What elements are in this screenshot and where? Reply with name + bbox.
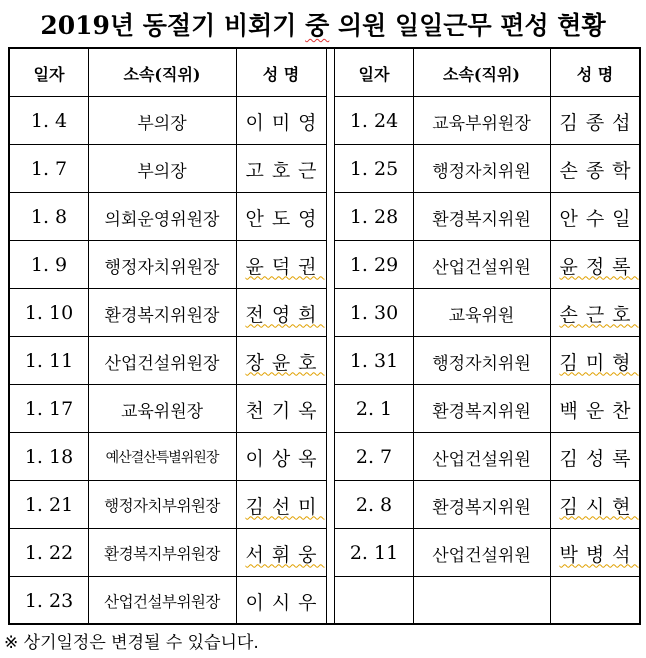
table-row [10,529,326,577]
table-row [10,337,326,385]
member-name: 윤덕권 [245,255,325,278]
date-cell: 1. 29 [349,254,399,276]
date-cell: 1. 9 [30,254,68,276]
name-cell [550,337,640,385]
row-divider [335,144,640,145]
name-cell [550,241,640,289]
date-cell: 1. 24 [349,110,399,132]
member-name: 백운찬 [559,399,639,422]
table-row [10,481,326,529]
date-cell: 2. 8 [355,494,393,516]
column-divider [88,49,89,623]
row-divider [10,576,326,577]
name-cell [550,385,640,433]
dept-cell: 환경복지부위원장 [104,545,220,563]
name-cell [550,193,640,241]
row-divider [10,528,326,529]
table-row [10,193,326,241]
header-dept: 소속(직위) [443,64,520,84]
date-cell: 2. 11 [349,542,399,564]
table-header-row [335,49,640,97]
dept-cell: 행정자치부위원장 [104,497,220,515]
row-divider [335,192,640,193]
dept-cell: 산업건설위원 [432,545,531,566]
dept-cell: 부의장 [137,161,187,182]
left-table [10,49,326,623]
name-cell [236,193,326,241]
row-divider [10,480,326,481]
date-cell: 1. 23 [24,590,74,612]
name-cell [236,577,326,625]
name-cell [550,145,640,193]
date-cell: 1. 30 [349,302,399,324]
member-name: 손근호 [559,303,639,326]
date-cell: 1. 21 [24,494,74,516]
title-text-suffix: 의원 일일근무 편성 현황 [329,11,606,40]
row-divider [335,576,640,577]
dept-cell: 산업건설위원 [432,257,531,278]
dept-cell: 환경복지위원 [432,401,531,422]
table-row [335,145,640,193]
date-cell: 2. 7 [355,446,393,468]
table-row [335,433,640,481]
member-name: 이시우 [245,591,325,614]
row-divider [10,144,326,145]
member-name: 안수일 [559,207,639,230]
date-cell: 1. 8 [30,206,68,228]
title-text-prefix: 2019년 동절기 비회기 [40,11,306,40]
table-row [10,433,326,481]
dept-cell: 행정자치위원장 [104,257,220,278]
table-row [335,241,640,289]
table-row [335,193,640,241]
row-divider [335,288,640,289]
date-cell: 1. 4 [30,110,68,132]
name-cell [236,529,326,577]
member-name: 김선미 [245,495,325,518]
row-divider [10,384,326,385]
dept-cell: 행정자치위원 [432,353,531,374]
header-name: 성 명 [576,64,614,84]
row-divider [335,480,640,481]
member-name: 박병석 [559,543,639,566]
name-cell [236,433,326,481]
name-cell [236,481,326,529]
table-row [10,577,326,625]
name-cell [236,289,326,337]
dept-cell: 부의장 [137,113,187,134]
table-row [10,241,326,289]
row-divider [10,288,326,289]
header-date: 일자 [358,64,390,84]
date-cell: 1. 31 [349,350,399,372]
row-divider [335,384,640,385]
name-cell [550,481,640,529]
table-divider [326,49,334,623]
member-name: 김성록 [559,447,639,470]
dept-cell: 행정자치위원 [432,161,531,182]
name-cell [550,97,640,145]
dept-cell: 산업건설위원장 [104,353,220,374]
date-cell: 1. 25 [349,158,399,180]
row-divider [10,240,326,241]
row-divider [335,240,640,241]
table-row [10,289,326,337]
column-divider [550,49,551,623]
member-name: 서휘웅 [245,543,325,566]
name-cell [236,385,326,433]
row-divider [10,432,326,433]
name-cell [550,289,640,337]
table-row [335,481,640,529]
member-name: 이상옥 [245,447,325,470]
member-name: 고호근 [245,159,325,182]
table-row [10,385,326,433]
name-cell [236,145,326,193]
member-name: 천기옥 [245,399,325,422]
page-title [0,6,646,42]
date-cell: 1. 22 [24,542,74,564]
name-cell [236,337,326,385]
member-name: 윤정록 [559,255,639,278]
table-row [335,337,640,385]
date-cell: 1. 28 [349,206,399,228]
column-divider [236,49,237,623]
name-cell [236,97,326,145]
row-divider [335,96,640,97]
row-divider [335,336,640,337]
header-name: 성 명 [262,64,300,84]
header-dept: 소속(직위) [123,64,201,84]
footnote: ※ 상기일정은 변경될 수 있습니다. [4,633,259,653]
dept-cell: 교육위원장 [120,401,204,422]
table-header-row [10,49,326,97]
row-divider [10,96,326,97]
dept-cell: 산업건설위원 [432,449,531,470]
table-row [335,529,640,577]
row-divider [10,192,326,193]
row-divider [10,336,326,337]
member-name: 전영희 [245,303,325,326]
dept-cell: 교육부위원장 [432,113,531,134]
dept-cell: 환경복지위원 [432,497,531,518]
schedule-table [8,47,641,625]
table-row [10,145,326,193]
date-cell: 1. 7 [30,158,68,180]
name-cell [236,241,326,289]
dept-cell: 환경복지위원장 [104,305,220,326]
date-cell: 2. 1 [355,398,393,420]
date-cell: 1. 11 [24,350,74,372]
name-cell [550,529,640,577]
dept-cell: 의회운영위원장 [104,209,220,230]
member-name: 김종섭 [559,111,639,134]
table-row [335,577,640,625]
name-cell [550,433,640,481]
date-cell: 1. 10 [24,302,74,324]
column-divider [413,49,414,623]
table-row [10,97,326,145]
title-text-mid: 중 [305,11,330,40]
right-table [334,49,640,623]
dept-cell: 산업건설부위원장 [104,593,220,611]
member-name: 김시현 [559,495,639,518]
table-row [335,97,640,145]
date-cell: 1. 18 [24,446,74,468]
table-row [335,289,640,337]
table-row [335,385,640,433]
member-name: 손종학 [559,159,639,182]
row-divider [335,432,640,433]
member-name: 이미영 [245,111,325,134]
row-divider [335,528,640,529]
date-cell: 1. 17 [24,398,74,420]
dept-cell: 환경복지위원 [432,209,531,230]
member-name: 안도영 [245,207,325,230]
dept-cell: 예산결산특별위원장 [105,450,219,466]
header-date: 일자 [33,64,65,84]
dept-cell: 교육위원 [448,305,515,326]
member-name: 장윤호 [245,351,325,374]
member-name: 김미형 [559,351,639,374]
